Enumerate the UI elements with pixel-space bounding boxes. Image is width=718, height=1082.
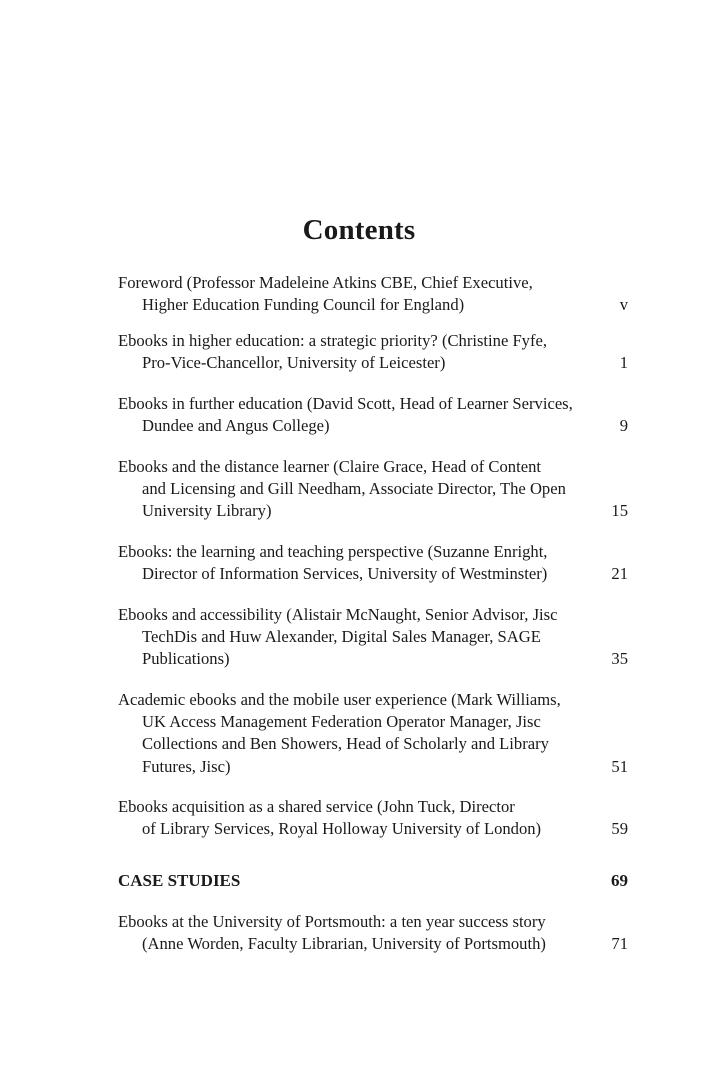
toc-entry-line: Ebooks acquisition as a shared service (John Tuck, Director [118, 797, 515, 816]
toc-entry-line: Collections and Ben Showers, Head of Scholarly and Library [142, 734, 549, 754]
toc-entry-line [118, 933, 628, 955]
toc-entry-line [118, 563, 628, 585]
toc-entry[interactable] [118, 604, 628, 671]
toc-page-number: 9 [619, 416, 628, 436]
toc-entry-line [118, 352, 628, 374]
toc-entry-text: Publications) [142, 649, 230, 669]
toc-entry[interactable] [118, 330, 628, 374]
toc-entry-line: and Licensing and Gill Needham, Associate Director, The Open [142, 479, 566, 499]
toc-entry[interactable] [118, 796, 628, 840]
page-title: Contents [302, 214, 416, 246]
toc-page-number: 1 [619, 353, 628, 373]
toc-entry-line [118, 294, 628, 316]
toc-entry-text: (Anne Worden, Faculty Librarian, University of Portsmouth) [142, 934, 546, 954]
toc-entry-text: of Library Services, Royal Holloway University of London) [142, 819, 542, 839]
toc-entry-text: Higher Education Funding Council for England) [142, 295, 465, 315]
section-heading-label: CASE STUDIES [118, 871, 241, 890]
toc-entry-text: University Library) [142, 501, 272, 521]
toc-entry-line: Academic ebooks and the mobile user experience (Mark Williams, [118, 690, 561, 709]
toc-entry-text: Futures, Jisc) [142, 756, 231, 776]
section-heading-case-studies[interactable] [118, 870, 628, 892]
toc-entry-text: Pro-Vice-Chancellor, University of Leicester) [142, 353, 446, 373]
toc-page-number: 35 [611, 649, 628, 669]
toc-entry-line: UK Access Management Federation Operator Manager, Jisc [142, 712, 541, 732]
toc-entry[interactable] [118, 911, 628, 955]
toc-entry-line: Ebooks and accessibility (Alistair McNaught, Senior Advisor, Jisc [118, 605, 558, 624]
toc-page-number: 51 [611, 756, 628, 776]
toc-entry[interactable] [118, 541, 628, 585]
toc-entry-text: Director of Information Services, University of Westminster) [142, 564, 548, 584]
toc-entry[interactable] [118, 689, 628, 778]
toc-entry-line: Ebooks in further education (David Scott, Head of Learner Services, [118, 394, 573, 413]
section-page-number: 69 [611, 871, 628, 890]
toc-entry-line: Ebooks in higher education: a strategic priority? (Christine Fyfe, [118, 331, 548, 350]
toc-entry-text: Dundee and Angus College) [142, 416, 330, 436]
toc-entry-line: Ebooks and the distance learner (Claire Grace, Head of Content [118, 457, 541, 476]
toc-page-number: v [619, 295, 628, 315]
toc-entry[interactable] [118, 272, 628, 316]
toc-entry-line [118, 415, 628, 437]
toc-entry-line [118, 648, 628, 670]
toc-entry[interactable] [118, 393, 628, 437]
toc-page-number: 59 [611, 819, 628, 839]
toc-entry-line: Ebooks at the University of Portsmouth: a ten year success story [118, 912, 546, 931]
toc-entry[interactable] [118, 456, 628, 523]
toc-entry-line [118, 818, 628, 840]
toc-entry-line: TechDis and Huw Alexander, Digital Sales Manager, SAGE [142, 627, 541, 647]
toc-page-number: 15 [611, 501, 628, 521]
toc-entry-line: Foreword (Professor Madeleine Atkins CBE, Chief Executive, [118, 273, 533, 292]
toc-page-number: 21 [611, 564, 628, 584]
toc-entry-line [118, 500, 628, 522]
toc-page-number: 71 [611, 934, 628, 954]
toc-entry-line [118, 756, 628, 778]
toc-entry-line: Ebooks: the learning and teaching perspective (Suzanne Enright, [118, 542, 548, 561]
